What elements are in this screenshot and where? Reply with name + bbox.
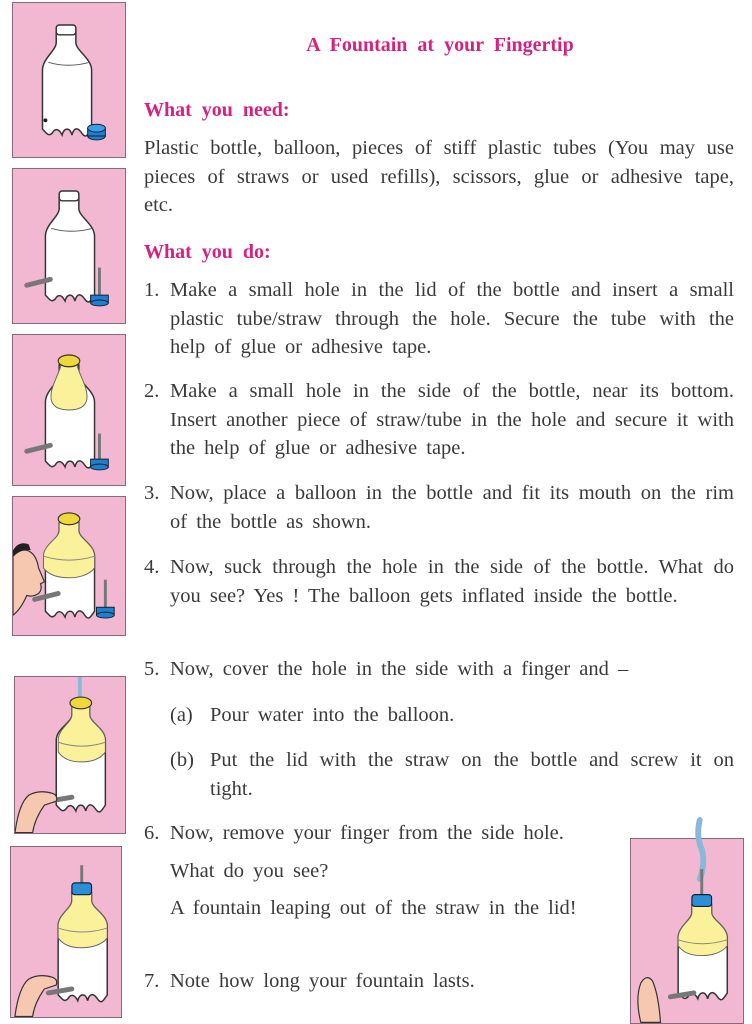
substep-text: Put the lid with the straw on the bottle and screw it on tight. — [210, 749, 734, 800]
step-2 — [144, 377, 734, 463]
illustration-fountain — [630, 838, 744, 1024]
step-text: Now, remove your finger from the side hole. — [170, 822, 564, 844]
step-5 — [144, 655, 734, 684]
step-number: 6. — [144, 822, 160, 844]
step-4 — [144, 553, 734, 610]
balloon-in-bottle-icon — [13, 335, 125, 485]
person-sucking-straw-icon — [13, 497, 125, 635]
substep-text: Pour water into the balloon. — [210, 704, 455, 726]
heading-what-you-need: What you need: — [144, 99, 290, 121]
illustration-step-2 — [12, 168, 126, 324]
step-text: Make a small hole in the side of the bottle, near its bottom. Insert another piece of straw/tube in the hole and secure it with the help of glue or adhesive tape. — [170, 380, 734, 459]
step-1 — [144, 276, 734, 362]
substep-number: (b) — [170, 749, 194, 771]
lid-screwed-icon — [11, 847, 121, 1017]
bottle-with-hole-icon — [13, 3, 125, 157]
illustration-step-5b — [10, 846, 122, 1018]
step-number: 5. — [144, 658, 160, 680]
answer-text-block — [144, 894, 610, 923]
illustration-step-4 — [12, 496, 126, 636]
substep-a — [170, 701, 734, 730]
step-number: 4. — [144, 556, 160, 578]
substep-b — [170, 746, 734, 803]
heading-what-you-do: What you do: — [144, 241, 271, 263]
step-text: Note how long your fountain lasts. — [170, 970, 475, 992]
bottle-with-straws-icon — [13, 169, 125, 323]
step-3 — [144, 479, 734, 536]
substep-number: (a) — [170, 704, 193, 726]
fountain-icon — [631, 839, 743, 1023]
step-number: 1. — [144, 279, 160, 301]
pouring-water-icon — [15, 677, 125, 833]
step-text: Now, cover the hole in the side with a finger and – — [170, 658, 629, 680]
materials-list: Plastic bottle, balloon, pieces of stiff plastic tubes (You may use pieces of straws or used refills), scissors, glue or adhesive tape, etc. — [144, 137, 734, 216]
step-6 — [144, 819, 614, 848]
step-text: Now, place a balloon in the bottle and fit its mouth on the rim of the bottle as shown. — [170, 482, 734, 533]
answer-text: A fountain leaping out of the straw in the lid! — [170, 897, 577, 919]
step-number: 2. — [144, 380, 160, 402]
page-title: A Fountain at your Fingertip — [306, 34, 574, 56]
step-number: 3. — [144, 482, 160, 504]
step-7 — [144, 967, 614, 996]
step-text: Now, suck through the hole in the side of the bottle. What do you see? Yes ! The balloon gets inflated inside the bottle. — [170, 556, 734, 607]
illustration-step-5a — [14, 676, 126, 834]
step-text: Make a small hole in the lid of the bottle and insert a small plastic tube/straw through the hole. Secure the tube with the help of glue or adhesive tape. — [170, 279, 734, 358]
illustration-step-3 — [12, 334, 126, 486]
question-text: What do you see? — [170, 860, 329, 882]
step-number: 7. — [144, 970, 160, 992]
illustration-step-1 — [12, 2, 126, 158]
